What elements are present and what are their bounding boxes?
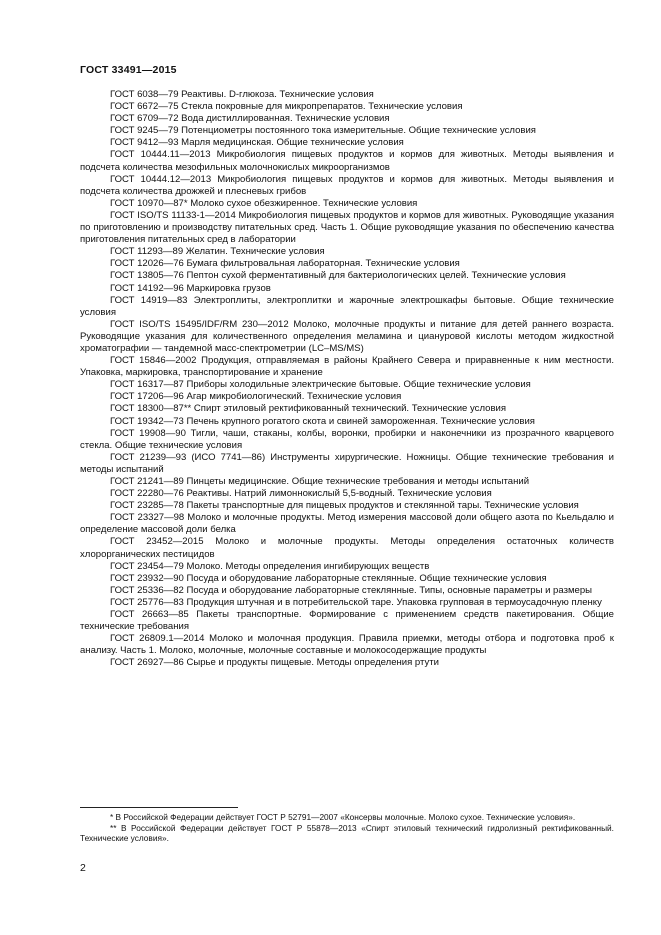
reference-item: ГОСТ 10970—87* Молоко сухое обезжиренное. Технические условия [110, 197, 418, 209]
reference-item: ГОСТ 9245—79 Потенциометры постоянного тока измерительные. Общие технические условия [110, 125, 536, 137]
reference-item: ГОСТ 26663—85 Пакеты транспортные. Формирование с применением средств пакетирования. Общие технические требования [80, 609, 614, 633]
footnotes [80, 812, 614, 844]
reference-item: ГОСТ 23285—78 Пакеты транспортные для пищевых продуктов и стеклянной тары. Технические условия [110, 500, 579, 512]
reference-item: ГОСТ 18300—87** Спирт этиловый ректификованный технический. Технические условия [110, 403, 507, 415]
reference-item: ГОСТ 16317—87 Приборы холодильные электрические бытовые. Общие технические условия [110, 379, 531, 391]
reference-item: ГОСТ 23932—90 Посуда и оборудование лабораторные стеклянные. Общие технические условия [110, 572, 547, 584]
reference-item: ГОСТ 10444.11—2013 Микробиология пищевых продуктов и кормов для животных. Методы выявления и подсчета количества мезофильных молочнокислых микроорганизмов [80, 149, 614, 173]
footnote-separator [80, 807, 238, 808]
reference-item: ГОСТ 26809.1—2014 Молоко и молочная продукция. Правила приемки, методы отбора и подготовка проб к анализу. Часть 1. Молоко, молочные, молочные составные и молокосодержащие продукты [80, 633, 614, 657]
reference-item: ГОСТ 26927—86 Сырье и продукты пищевые. Методы определения ртути [110, 657, 439, 669]
normative-references-list [80, 89, 614, 670]
reference-item: ГОСТ 11293—89 Желатин. Технические условия [110, 246, 325, 258]
reference-item: ГОСТ 12026—76 Бумага фильтровальная лабораторная. Технические условия [110, 258, 460, 270]
reference-item: ГОСТ 6709—72 Вода дистиллированная. Технические условия [110, 113, 390, 125]
reference-item: ГОСТ 22280—76 Реактивы. Натрий лимоннокислый 5,5-водный. Технические условия [110, 488, 492, 500]
reference-item: ГОСТ 6672—75 Стекла покровные для микропрепаратов. Технические условия [110, 101, 463, 113]
reference-item: ГОСТ 23327—98 Молоко и молочные продукты. Метод измерения массовой доли общего азота по Кьельдалю и определение массовой доли белка [80, 512, 614, 536]
reference-item: ГОСТ 15846—2002 Продукция, отправляемая в районы Крайнего Севера и приравненные к ним местности. Упаковка, маркировка, транспортирование и хранение [80, 355, 614, 379]
reference-item: ГОСТ ISO/TS 15495/IDF/RM 230—2012 Молоко, молочные продукты и питание для детей раннего возраста. Руководящие указания для количественного определения меламина и циануровой кислоты методом жидкостной хроматографии — тандемной масс-спектрометрии (LC–MS/MS) [80, 318, 614, 354]
reference-item: ГОСТ 23452—2015 Молоко и молочные продукты. Методы определения остаточных количеств хлорорганических пестицидов [80, 536, 614, 560]
page-number: 2 [80, 862, 86, 874]
reference-item: ГОСТ 6038—79 Реактивы. D-глюкоза. Технические условия [110, 89, 374, 100]
reference-item: ГОСТ 21241—89 Пинцеты медицинские. Общие технические требования и методы испытаний [110, 476, 530, 487]
reference-item: ГОСТ 14919—83 Электроплиты, электроплитки и жарочные электрошкафы бытовые. Общие технические условия [80, 294, 614, 318]
reference-item: ГОСТ 21239—93 (ИСО 7741—86) Инструменты хирургические. Ножницы. Общие технические требования и методы испытаний [80, 451, 614, 475]
reference-item: ГОСТ ISO/TS 11133-1—2014 Микробиология пищевых продуктов и кормов для животных. Руководящие указания по приготовлению и производству питательных сред. Часть 1. Общие руководящие указания по обеспечению качества приготовления питательных сред в лаборатории [80, 209, 614, 246]
reference-item: ГОСТ 13805—76 Пептон сухой ферментативный для бактериологических целей. Технические условия [110, 270, 566, 282]
footnote-item: * В Российской Федерации действует ГОСТ Р 52791—2007 «Консервы молочные. Молоко сухое. Технические условия». [110, 812, 576, 822]
reference-item: ГОСТ 19908—90 Тигли, чаши, стаканы, колбы, воронки, пробирки и наконечники из прозрачного кварцевого стекла. Общие технические условия [80, 427, 614, 451]
document-header: ГОСТ 33491—2015 [80, 64, 177, 76]
reference-item: ГОСТ 25776—83 Продукция штучная и в потребительской таре. Упаковка групповая в термоусадочную пленку [110, 596, 602, 608]
reference-item: ГОСТ 14192—96 Маркировка грузов [110, 282, 271, 294]
reference-item: ГОСТ 10444.12—2013 Микробиология пищевых продуктов и кормов для животных. Методы выявления и подсчета количества дрожжей и плесневых грибов [80, 173, 614, 197]
reference-item: ГОСТ 19342—73 Печень крупного рогатого скота и свиней замороженная. Технические условия [110, 415, 535, 427]
reference-item: ГОСТ 25336—82 Посуда и оборудование лабораторные стеклянные. Типы, основные параметры и размеры [110, 584, 592, 596]
reference-item: ГОСТ 9412—93 Марля медицинская. Общие технические условия [110, 137, 404, 149]
footnote-item: ** В Российской Федерации действует ГОСТ Р 55878—2013 «Спирт этиловый технический гидролизный ректификованный. Технические условия». [80, 822, 614, 844]
reference-item: ГОСТ 17206—96 Агар микробиологический. Технические условия [110, 391, 402, 403]
reference-item: ГОСТ 23454—79 Молоко. Методы определения ингибирующих веществ [110, 560, 430, 572]
